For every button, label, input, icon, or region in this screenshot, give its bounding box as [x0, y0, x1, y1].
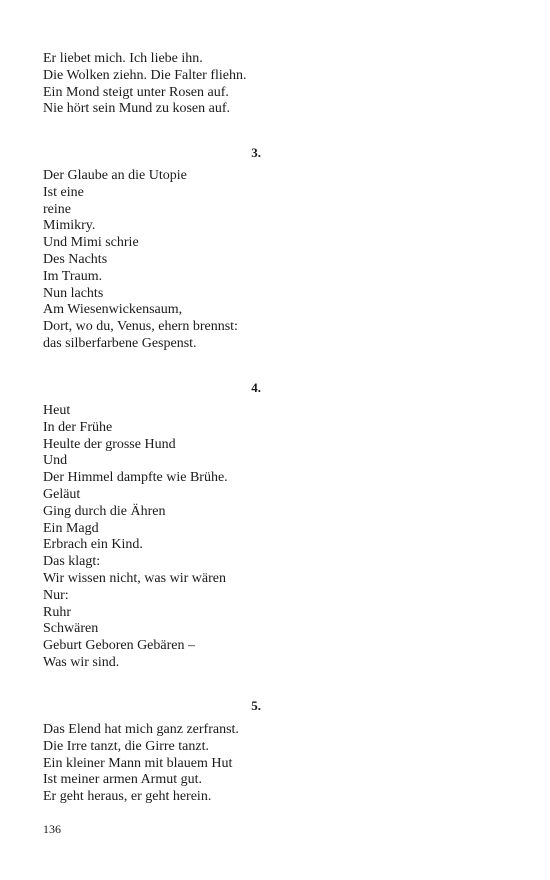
poem-line: Geburt Geboren Gebären – — [43, 638, 195, 654]
poem-line: Er geht heraus, er geht herein. — [43, 789, 212, 805]
poem-line: Das Elend hat mich ganz zerfranst. — [43, 722, 239, 737]
poem-line: Nun lachts — [43, 285, 104, 301]
poem-line: Ein Magd — [43, 520, 99, 536]
poem-line: Er liebet mich. Ich liebe ihn. — [43, 51, 203, 66]
poem-line: Im Traum. — [43, 268, 103, 284]
poem-line: Ruhr — [43, 604, 71, 620]
poem-line: Der Glaube an die Utopie — [43, 168, 187, 183]
poem-line: Und Mimi schrie — [43, 235, 139, 251]
section-4-poem — [43, 403, 283, 672]
poem-line: Mimikry. — [43, 218, 96, 234]
poem-line: Nie hört sein Mund zu kosen auf. — [43, 101, 231, 117]
poem-line: Des Nachts — [43, 251, 108, 267]
section-number-4: 4. — [251, 380, 261, 395]
poem-line: Die Wolken ziehn. Die Falter fliehn. — [43, 67, 247, 83]
page-number: 136 — [43, 822, 61, 836]
poem-line: Dort, wo du, Venus, ehern brennst: — [43, 319, 238, 335]
poem-line: Am Wiesenwickensaum, — [43, 302, 183, 318]
poem-line: Der Himmel dampfte wie Brühe. — [43, 470, 228, 486]
section-number-5: 5. — [251, 698, 261, 713]
poem-line: Ein Mond steigt unter Rosen auf. — [43, 84, 229, 100]
poem-line: reine — [43, 201, 71, 217]
poem-line: Erbrach ein Kind. — [43, 537, 143, 553]
poem-line: Schwären — [43, 621, 99, 637]
poem-line: Ging durch die Ähren — [43, 503, 166, 519]
stanza-top — [43, 51, 283, 118]
poem-line: Das klagt: — [43, 554, 101, 570]
poem-line: Geläut — [43, 486, 81, 502]
poem-line: Und — [43, 453, 68, 469]
poem-line: Was wir sind. — [43, 654, 120, 670]
section-number-3: 3. — [251, 145, 261, 160]
poem-line: Heut — [43, 403, 71, 418]
section-5-poem — [43, 722, 283, 806]
poem-line: Ein kleiner Mann mit blauem Hut — [43, 755, 233, 771]
poem-line: Ist meiner armen Armut gut. — [43, 772, 203, 788]
poem-line: Ist eine — [43, 184, 84, 200]
section-3-poem — [43, 168, 283, 353]
poem-line: Nur: — [43, 587, 69, 603]
poem-line: das silberfarbene Gespenst. — [43, 335, 197, 351]
poem-line: In der Frühe — [43, 419, 113, 435]
poem-line: Heulte der grosse Hund — [43, 436, 176, 452]
poem-line: Wir wissen nicht, was wir wären — [43, 570, 226, 586]
poem-line: Die Irre tanzt, die Girre tanzt. — [43, 738, 209, 754]
